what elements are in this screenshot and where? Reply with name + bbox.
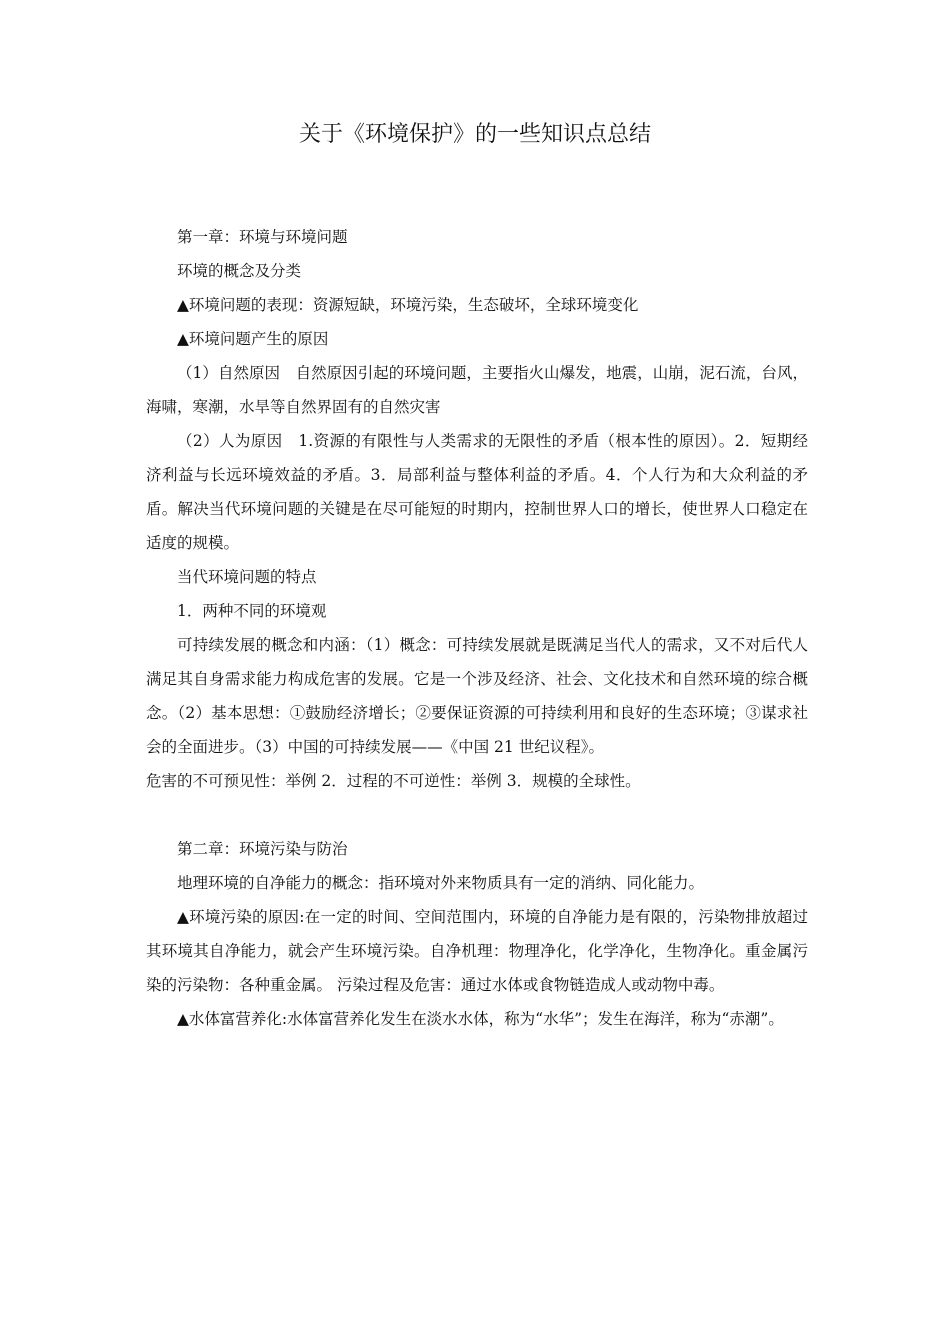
chapter1-paragraph-7: 1．两种不同的环境观	[177, 602, 327, 620]
chapter1-paragraph-9: 危害的不可预见性：举例 2．过程的不可逆性：举例 3．规模的全球性。	[146, 772, 641, 790]
chapter1-heading: 第一章：环境与环境问题	[177, 228, 348, 246]
document-title: 关于《环境保护》的一些知识点总结	[298, 122, 651, 147]
chapter1-paragraph-1: 环境的概念及分类	[177, 262, 302, 280]
section-spacer	[146, 798, 808, 832]
chapter2-heading: 第二章：环境污染与防治	[177, 840, 348, 858]
chapter2-paragraph-3: ▲水体富营养化:水体富营养化发生在淡水水体，称为“水华”；发生在海洋，称为“赤潮”。	[177, 1010, 784, 1028]
chapter1-paragraph-2: ▲环境问题的表现：资源短缺，环境污染，生态破坏，全球环境变化	[177, 296, 639, 314]
chapter1-paragraph-3: ▲环境问题产生的原因	[177, 330, 329, 348]
document-body	[146, 220, 808, 1036]
chapter1-paragraph-5: （2）人为原因 1.资源的有限性与人类需求的无限性的矛盾（根本性的原因）。2．短期经济利益与长远环境效益的矛盾。3．局部利益与整体利益的矛盾。4．个人行为和大众利益的矛盾。解决当代环境问题的关键是在尽可能短的时期内，控制世界人口的增长，使世界人口稳定在适度的规模。	[146, 432, 808, 552]
chapter1-paragraph-8: 可持续发展的概念和内涵：（1）概念：可持续发展就是既满足当代人的需求，又不对后代人满足其自身需求能力构成危害的发展。它是一个涉及经济、社会、文化技术和自然环境的综合概念。（2）基本思想：①鼓励经济增长；②要保证资源的可持续利用和良好的生态环境；③谋求社会的全面进步。（3）中国的可持续发展——《中国 21 世纪议程》。	[146, 636, 808, 756]
chapter1-paragraph-4: （1）自然原因 自然原因引起的环境问题，主要指火山爆发，地震，山崩，泥石流，台风，海啸，寒潮，水旱等自然界固有的自然灾害	[146, 364, 808, 416]
chapter2-paragraph-1: 地理环境的自净能力的概念：指环境对外来物质具有一定的消纳、同化能力。	[177, 874, 705, 892]
chapter1-paragraph-6: 当代环境问题的特点	[177, 568, 317, 586]
chapter2-paragraph-2: ▲环境污染的原因:在一定的时间、空间范围内，环境的自净能力是有限的，污染物排放超过其环境其自净能力，就会产生环境污染。自净机理：物理净化，化学净化，生物净化。重金属污染的污染物：各种重金属。 污染过程及危害：通过水体或食物链造成人或动物中毒。	[146, 908, 808, 994]
